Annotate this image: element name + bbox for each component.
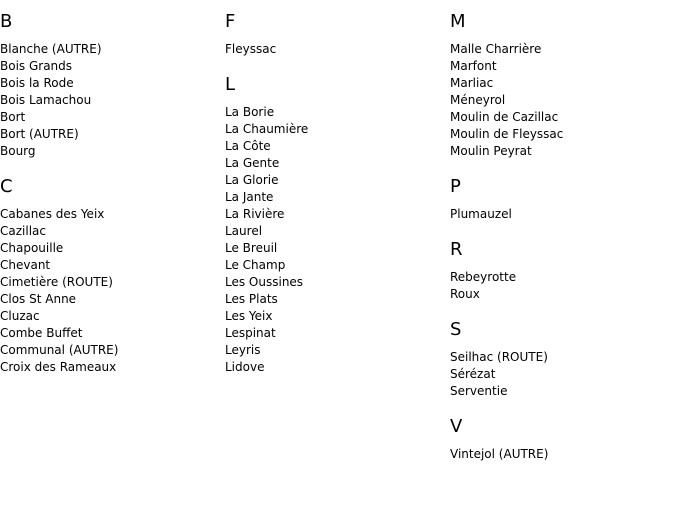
letter-heading: C	[0, 176, 13, 197]
place-link[interactable]: Bois Grands	[0, 59, 73, 73]
letter-group	[450, 237, 670, 303]
entry-list	[450, 41, 670, 160]
letter-group	[450, 174, 670, 223]
place-link[interactable]: La Jante	[225, 190, 274, 204]
place-link[interactable]: Le Champ	[225, 258, 286, 272]
place-link[interactable]: Moulin de Fleyssac	[450, 127, 564, 141]
place-link[interactable]: Vintejol (AUTRE)	[450, 447, 549, 461]
place-link[interactable]: Sérézat	[450, 367, 496, 381]
place-link[interactable]: Bort	[0, 110, 26, 124]
place-link[interactable]: Moulin Peyrat	[450, 144, 532, 158]
letter-group	[450, 9, 670, 160]
entry-list	[450, 269, 670, 303]
place-link[interactable]: Méneyrol	[450, 93, 506, 107]
place-link[interactable]: Fleyssac	[225, 42, 277, 56]
place-link[interactable]: Leyris	[225, 343, 261, 357]
place-link[interactable]: Lespinat	[225, 326, 276, 340]
letter-heading: S	[450, 319, 462, 340]
letter-heading: F	[225, 11, 236, 32]
place-link[interactable]: Combe Buffet	[0, 326, 83, 340]
place-link[interactable]: Malle Charrière	[450, 42, 542, 56]
place-link[interactable]: Bourg	[0, 144, 36, 158]
place-link[interactable]: Lidove	[225, 360, 265, 374]
letter-heading: V	[450, 416, 463, 437]
place-link[interactable]: La Côte	[225, 139, 271, 153]
letter-group	[0, 9, 220, 160]
letter-group	[225, 9, 445, 58]
index-column-1	[0, 9, 220, 390]
place-link[interactable]: Cluzac	[0, 309, 40, 323]
place-link[interactable]: Marliac	[450, 76, 494, 90]
place-link[interactable]: Plumauzel	[450, 207, 512, 221]
place-link[interactable]: La Chaumière	[225, 122, 309, 136]
place-link[interactable]: La Rivière	[225, 207, 285, 221]
place-link[interactable]: Les Plats	[225, 292, 278, 306]
place-link[interactable]: Chevant	[0, 258, 51, 272]
entry-list	[225, 104, 445, 376]
place-link[interactable]: Laurel	[225, 224, 263, 238]
index-column-3	[450, 9, 670, 477]
place-link[interactable]: Communal (AUTRE)	[0, 343, 119, 357]
place-link[interactable]: Bois la Rode	[0, 76, 74, 90]
place-link[interactable]: Les Yeix	[225, 309, 273, 323]
letter-heading: L	[225, 74, 236, 95]
place-link[interactable]: Bort (AUTRE)	[0, 127, 79, 141]
place-link[interactable]: La Gente	[225, 156, 280, 170]
entry-list	[450, 349, 670, 400]
letter-group	[0, 174, 220, 376]
entry-list	[225, 41, 445, 58]
letter-heading: R	[450, 239, 463, 260]
place-link[interactable]: Serventie	[450, 384, 508, 398]
place-link[interactable]: Cimetière (ROUTE)	[0, 275, 113, 289]
letter-heading: M	[450, 11, 466, 32]
place-link[interactable]: Moulin de Cazillac	[450, 110, 559, 124]
entry-list	[0, 206, 220, 376]
entry-list	[450, 446, 670, 463]
letter-group	[225, 72, 445, 376]
place-link[interactable]: Bois Lamachou	[0, 93, 92, 107]
index-column-2	[225, 9, 445, 390]
place-link[interactable]: Marfont	[450, 59, 497, 73]
letter-heading: B	[0, 11, 13, 32]
entry-list	[450, 206, 670, 223]
place-link[interactable]: La Borie	[225, 105, 275, 119]
entry-list	[0, 41, 220, 160]
place-link[interactable]: Clos St Anne	[0, 292, 77, 306]
place-link[interactable]: La Glorie	[225, 173, 279, 187]
place-link[interactable]: Blanche (AUTRE)	[0, 42, 102, 56]
place-link[interactable]: Croix des Rameaux	[0, 360, 117, 374]
place-link[interactable]: Cazillac	[0, 224, 46, 238]
place-link[interactable]: Rebeyrotte	[450, 270, 517, 284]
place-link[interactable]: Le Breuil	[225, 241, 278, 255]
place-link[interactable]: Chapouille	[0, 241, 64, 255]
place-link[interactable]: Seilhac (ROUTE)	[450, 350, 548, 364]
letter-group	[450, 414, 670, 463]
letter-group	[450, 317, 670, 400]
place-link[interactable]: Cabanes des Yeix	[0, 207, 105, 221]
letter-heading: P	[450, 176, 461, 197]
place-link[interactable]: Les Oussines	[225, 275, 304, 289]
place-link[interactable]: Roux	[450, 287, 480, 301]
